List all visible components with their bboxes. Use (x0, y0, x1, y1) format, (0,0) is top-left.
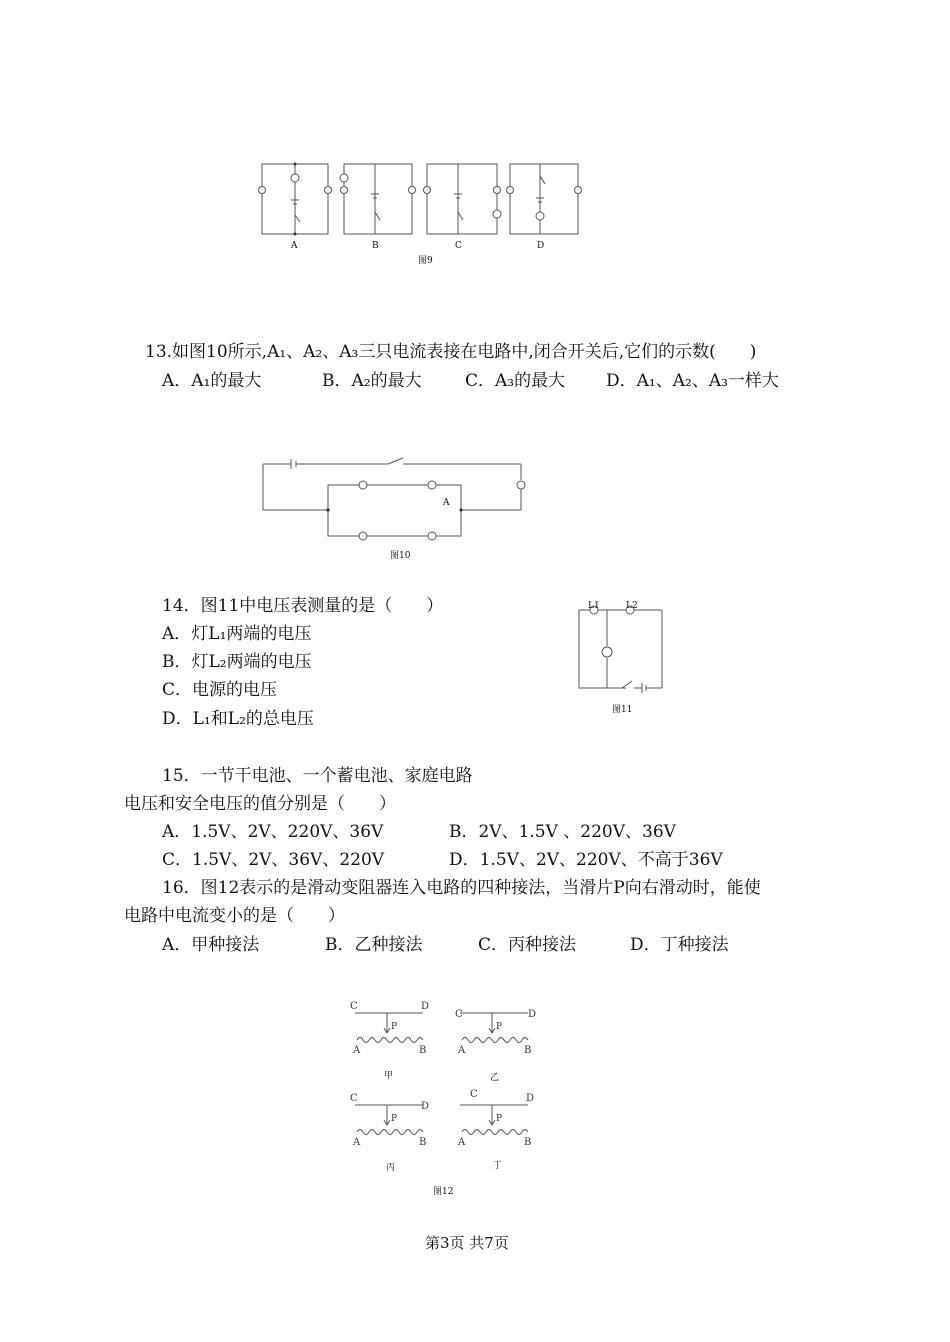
fig10-caption: 图10 (390, 551, 411, 561)
svg-text:P: P (496, 1114, 503, 1124)
q13-stem: 13.如图10所示,A₁、A₂、A₃三只电流表接在电路中,闭合开关后,它们的示数( ) (145, 342, 757, 362)
q13-option-b: B．A₂的最大 (322, 371, 422, 391)
q15-stem-line2: 电压和安全电压的值分别是（ ） (124, 794, 396, 814)
fig11-caption: 图11 (612, 705, 633, 715)
circuit-a (259, 163, 332, 236)
rheostat-yi (455, 1009, 536, 1056)
svg-text:D: D (421, 1101, 430, 1112)
circuit-c (424, 164, 502, 234)
page-footer: 第3页 共7页 (425, 1234, 509, 1252)
q14-option-d: D．L₁和L₂的总电压 (162, 709, 314, 729)
fig11-label-l2: L2 (626, 601, 638, 611)
fig9-label-b: B (372, 241, 379, 251)
figure-9-circuits (250, 150, 600, 265)
q16-option-a: A．甲种接法 (162, 935, 260, 955)
q13-option-c: C．A₃的最大 (465, 371, 566, 391)
fig12-panel-jia: 甲 (384, 1071, 394, 1081)
rheostat-jia (350, 1001, 429, 1056)
fig9-label-c: C (455, 241, 462, 251)
q15-stem-line1: 15．一节干电池、一个蓄电池、家庭电路 (162, 766, 473, 786)
fig12-panel-bing: 丙 (386, 1163, 396, 1173)
q15-option-d: D．1.5V、2V、220V、不高于36V (449, 850, 723, 870)
q16-stem-line2: 电路中电流变小的是（ ） (124, 906, 345, 926)
svg-text:P: P (496, 1022, 503, 1032)
svg-text:B: B (419, 1137, 427, 1148)
q16-option-c: C．丙种接法 (478, 935, 577, 955)
svg-text:P: P (391, 1022, 398, 1032)
q15-option-b: B．2V、1.5V 、220V、36V (449, 822, 676, 842)
q14-option-c: C．电源的电压 (162, 680, 278, 700)
svg-text:A: A (353, 1045, 361, 1056)
q16-option-b: B．乙种接法 (325, 935, 423, 955)
figure-12-rheostats (345, 995, 545, 1185)
rheostat-ding (457, 1089, 534, 1148)
figure-10-circuit (258, 456, 538, 546)
q13-option-a: A．A₁的最大 (162, 371, 262, 391)
q13-option-d: D．A₁、A₂、A₃一样大 (606, 371, 779, 391)
q16-stem-line1: 16．图12表示的是滑动变阻器连入电路的四种接法，当滑片P向右滑动时，能使 (162, 878, 761, 898)
svg-text:C: C (470, 1089, 478, 1100)
svg-text:A: A (458, 1045, 466, 1056)
q15-option-c: C．1.5V、2V、36V、220V (162, 850, 385, 870)
fig9-label-a: A (291, 241, 298, 251)
svg-text:B: B (524, 1045, 532, 1056)
circuit-d (507, 164, 582, 234)
svg-text:C: C (350, 1093, 358, 1104)
fig11-label-l1: L1 (588, 601, 600, 611)
q14-option-a: A．灯L₁两端的电压 (162, 624, 312, 644)
q14-stem: 14．图11中电压表测量的是（ ） (162, 596, 444, 616)
circuit-b (340, 164, 416, 234)
svg-text:A: A (353, 1137, 361, 1148)
svg-text:B: B (419, 1045, 427, 1056)
svg-text:B: B (524, 1137, 532, 1148)
svg-text:P: P (391, 1114, 398, 1124)
svg-text:D: D (528, 1009, 537, 1020)
q15-option-a: A．1.5V、2V、220V、36V (162, 822, 384, 842)
svg-text:A: A (458, 1137, 466, 1148)
fig12-panel-yi: 乙 (490, 1073, 500, 1083)
fig10-label-a: A (443, 498, 450, 508)
fig12-caption: 图12 (433, 1187, 454, 1197)
fig9-caption: 图9 (418, 256, 433, 266)
q16-option-d: D．丁种接法 (630, 935, 729, 955)
rheostat-bing (350, 1093, 429, 1148)
fig9-label-d: D (537, 241, 545, 251)
fig12-panel-ding: 丁 (493, 1161, 503, 1171)
svg-text:D: D (421, 1001, 430, 1012)
svg-text:D: D (526, 1093, 535, 1104)
svg-text:C: C (455, 1009, 463, 1020)
svg-text:C: C (350, 1001, 358, 1012)
q14-option-b: B．灯L₂两端的电压 (162, 652, 312, 672)
